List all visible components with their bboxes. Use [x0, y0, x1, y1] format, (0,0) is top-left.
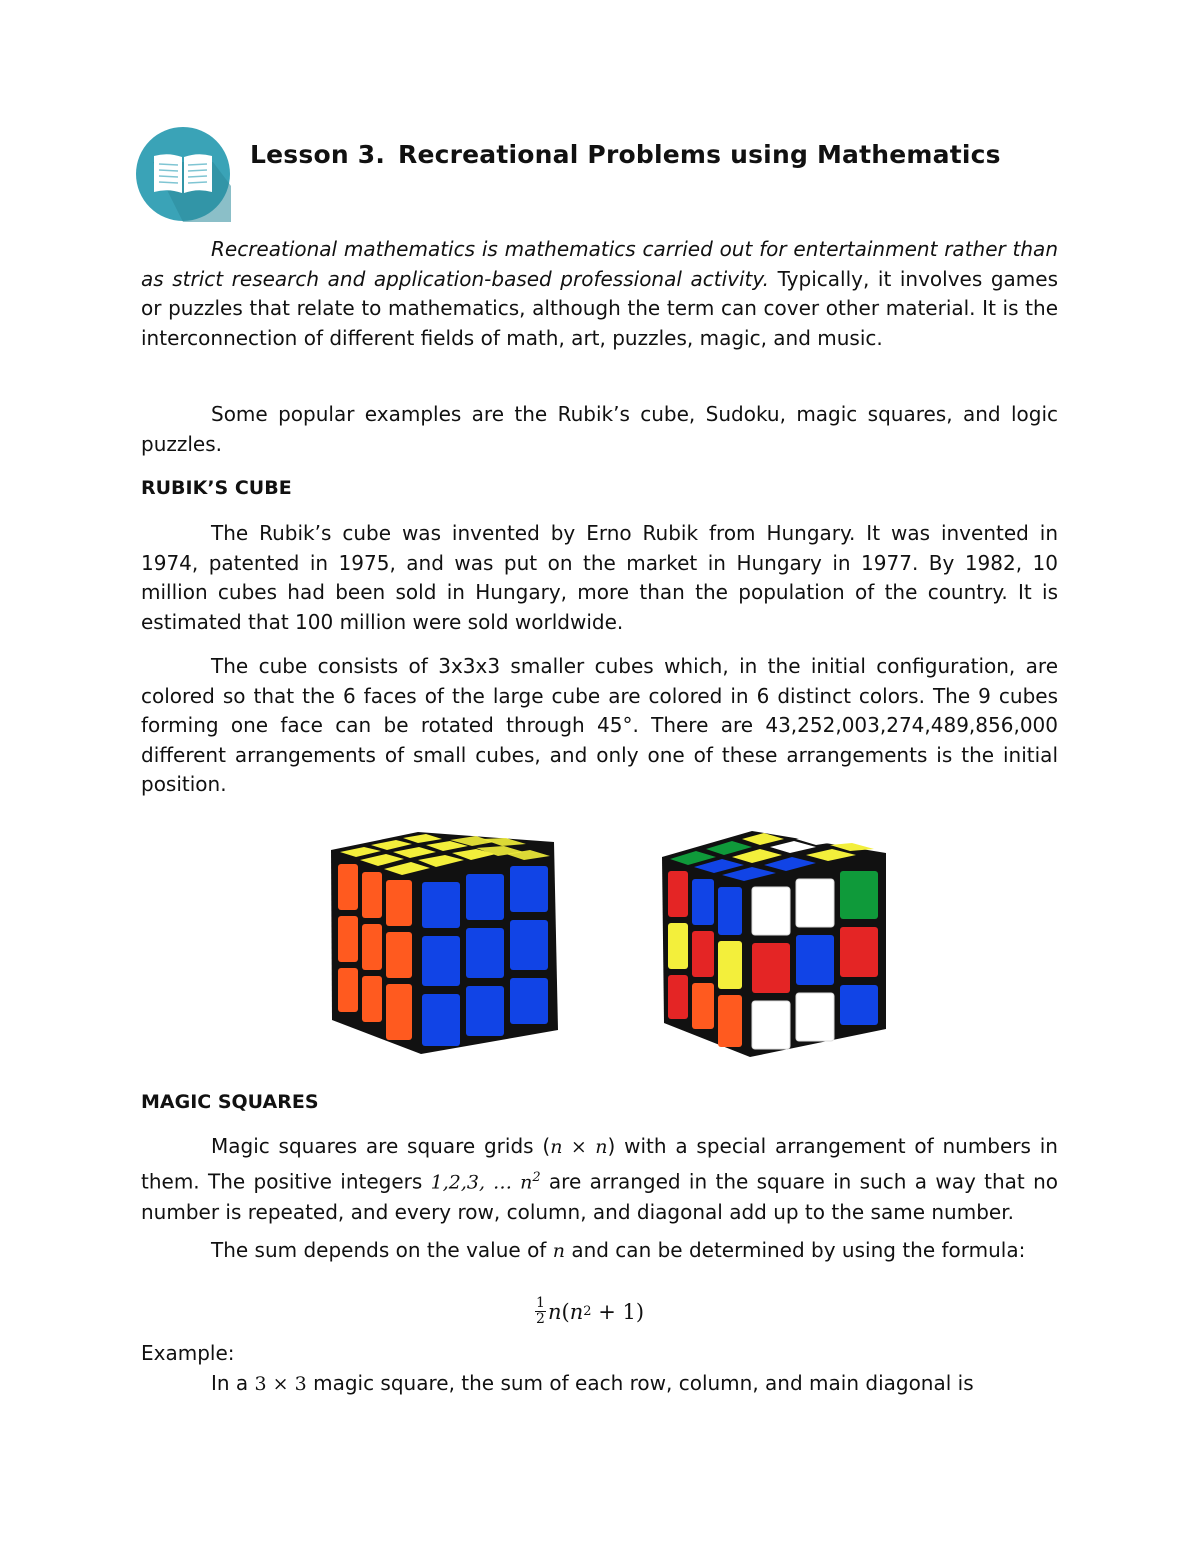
formula-exponent: 2	[583, 1304, 592, 1319]
sum-text-b: and can be determined by using the formula:	[564, 1238, 1026, 1262]
magic-text-b: ) with a special arrangement of numbers in them. The positive integers	[141, 1134, 1058, 1194]
magic-squares-paragraph-1	[141, 1132, 1058, 1227]
rubiks-history-text: The Rubik’s cube was invented by Erno Rubik from Hungary. It was invented in 1974, patented in 1975, and was put on the market in Hungary in 1977. By 1982, 10 million cubes had been sold in Hungary, more than the population of the country. It is estimated that 100 million were sold worldwide.	[141, 521, 1058, 634]
magic-squares-paragraph-2	[141, 1236, 1058, 1267]
scrambled-rubiks-cube-image	[660, 827, 890, 1059]
math-three-by-three: 3 × 3	[254, 1373, 307, 1395]
formula-rest: + 1)	[591, 1299, 645, 1324]
solved-rubiks-cube-image	[326, 830, 560, 1056]
example-text-b: magic square, the sum of each row, column, and main diagonal is	[306, 1371, 974, 1395]
intro-paragraph	[141, 235, 1058, 353]
example-paragraph	[211, 1369, 1058, 1400]
formula-fraction	[535, 1296, 546, 1327]
formula-n-squared-base: n	[569, 1299, 584, 1324]
rubiks-structure-text: The cube consists of 3x3x3 smaller cubes which, in the initial configuration, are colored so that the 6 faces of the large cube are colored in 6 distinct colors. The 9 cubes forming one face can be rotated through 45°. There are 43,252,003,274,489,856,000 different arrangements of small cubes, and only one of these arrangements is the initial position.	[141, 654, 1058, 797]
magic-text-c: are arranged in the square in such a way that no number is repeated, and every row, column, and diagonal add up to the same number.	[141, 1169, 1058, 1224]
formula-n: n	[548, 1299, 562, 1324]
math-n-by-n: n × n	[550, 1136, 608, 1158]
intro-body: Typically, it involves games or puzzles that relate to mathematics, although the term can cover other material. It is the interconnection of different fields of math, art, puzzles, magic, and music.	[141, 266, 1058, 350]
example-label: Example:	[141, 1341, 235, 1365]
example-text-a: In a	[211, 1371, 255, 1395]
intro-italic-lead: Recreational mathematics is mathematics carried out for entertainment rather than as strict research and application-based professional activity.	[141, 237, 1058, 291]
magic-sum-formula	[535, 1296, 644, 1327]
math-n: n	[552, 1240, 565, 1262]
page-title	[250, 140, 1001, 169]
formula-numerator: 1	[536, 1295, 545, 1311]
rubiks-paragraph-2	[141, 652, 1058, 800]
examples-text: Some popular examples are the Rubik’s cube, Sudoku, magic squares, and logic puzzles.	[141, 402, 1058, 456]
examples-paragraph	[141, 400, 1058, 459]
lesson-title: Recreational Problems using Mathematics	[398, 140, 1001, 169]
math-integer-sequence: 1,2,3, … n	[430, 1171, 533, 1194]
magic-squares-heading: MAGIC SQUARES	[141, 1091, 319, 1113]
lesson-number: Lesson 3.	[250, 140, 386, 169]
formula-denominator: 2	[536, 1311, 545, 1327]
math-superscript: 2	[532, 1169, 541, 1185]
formula-open-paren: (	[561, 1299, 570, 1324]
magic-text-a: Magic squares are square grids (	[211, 1134, 551, 1158]
sum-text-a: The sum depends on the value of	[211, 1238, 553, 1262]
open-book-icon	[135, 126, 231, 222]
rubiks-heading: RUBIK’S CUBE	[141, 477, 292, 499]
rubiks-paragraph-1	[141, 519, 1058, 637]
